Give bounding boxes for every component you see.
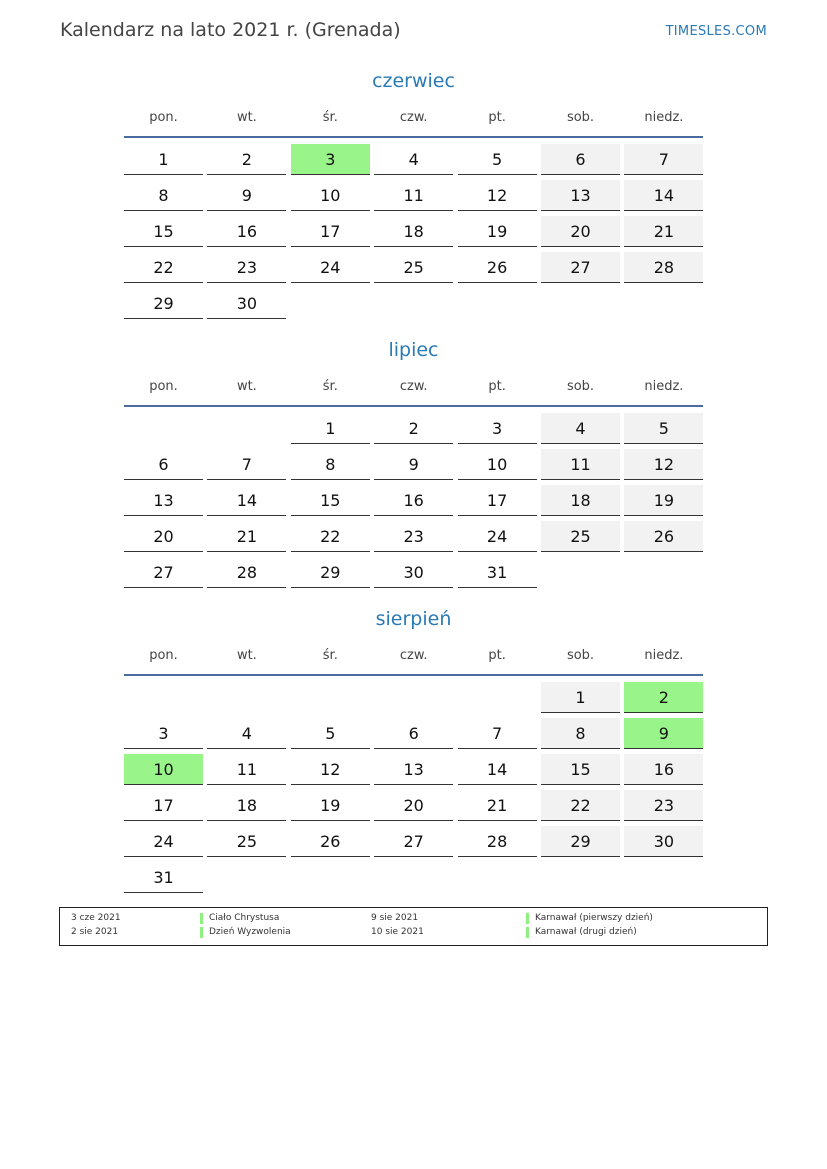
day-cell: 7	[458, 718, 537, 749]
day-cell: 3	[124, 718, 203, 749]
day-cell: 31	[458, 557, 537, 588]
day-cell: 8	[541, 718, 620, 749]
weekday-label: pt.	[488, 648, 506, 663]
header-rule	[124, 674, 703, 676]
legend-holiday-name: Dzień Wyzwolenia	[200, 927, 291, 938]
day-cell: 14	[207, 485, 286, 516]
day-cell: 16	[624, 754, 703, 785]
day-cell: 5	[624, 413, 703, 444]
day-cell: 20	[541, 216, 620, 247]
day-cell: 12	[458, 180, 537, 211]
day-cell: 24	[291, 252, 370, 283]
day-cell: 25	[207, 826, 286, 857]
day-cell: 5	[458, 144, 537, 175]
day-cell: 2	[207, 144, 286, 175]
weekday-label: sob.	[566, 379, 595, 394]
day-cell: 26	[624, 521, 703, 552]
day-cell: 27	[124, 557, 203, 588]
day-cell: 29	[124, 288, 203, 319]
day-cell: 13	[541, 180, 620, 211]
day-cell: 30	[624, 826, 703, 857]
weekday-label: czw.	[399, 648, 428, 663]
weekday-label: pon.	[149, 648, 178, 663]
day-cell: 14	[624, 180, 703, 211]
weekday-label: wt.	[236, 110, 257, 125]
day-cell: 15	[291, 485, 370, 516]
day-cell: 12	[291, 754, 370, 785]
holiday-day-cell: 3	[291, 144, 370, 175]
day-cell: 3	[458, 413, 537, 444]
day-cell: 27	[374, 826, 453, 857]
day-cell: 12	[624, 449, 703, 480]
day-cell: 22	[124, 252, 203, 283]
day-cell: 23	[374, 521, 453, 552]
day-cell: 22	[291, 521, 370, 552]
day-cell: 1	[124, 144, 203, 175]
day-cell: 30	[374, 557, 453, 588]
day-cell: 22	[541, 790, 620, 821]
day-cell: 20	[124, 521, 203, 552]
day-cell: 25	[541, 521, 620, 552]
holiday-day-cell: 9	[624, 718, 703, 749]
month-title: czerwiec	[372, 70, 455, 92]
day-cell: 24	[458, 521, 537, 552]
holiday-day-cell: 10	[124, 754, 203, 785]
month-title: sierpień	[375, 608, 452, 630]
day-cell: 7	[207, 449, 286, 480]
legend-holiday-name: Ciało Chrystusa	[200, 913, 279, 924]
weekday-label: czw.	[399, 379, 428, 394]
holiday-legend	[59, 907, 768, 946]
day-cell: 14	[458, 754, 537, 785]
day-cell: 9	[207, 180, 286, 211]
weekday-label: niedz.	[644, 648, 684, 663]
day-cell: 17	[124, 790, 203, 821]
legend-holiday-name: Karnawał (pierwszy dzień)	[526, 913, 653, 924]
weekday-label: pon.	[149, 110, 178, 125]
day-cell: 11	[541, 449, 620, 480]
day-cell: 13	[374, 754, 453, 785]
day-cell: 18	[374, 216, 453, 247]
day-cell: 10	[291, 180, 370, 211]
month-title: lipiec	[388, 339, 439, 361]
weekday-label: niedz.	[644, 110, 684, 125]
day-cell: 17	[458, 485, 537, 516]
day-cell: 16	[374, 485, 453, 516]
day-cell: 19	[291, 790, 370, 821]
page-title: Kalendarz na lato 2021 r. (Grenada)	[60, 19, 401, 41]
day-cell: 21	[624, 216, 703, 247]
legend-date: 3 cze 2021	[71, 913, 121, 923]
day-cell: 10	[458, 449, 537, 480]
day-cell: 11	[207, 754, 286, 785]
day-cell: 4	[541, 413, 620, 444]
day-cell: 15	[124, 216, 203, 247]
legend-date: 9 sie 2021	[371, 913, 419, 923]
day-cell: 28	[624, 252, 703, 283]
day-cell: 15	[541, 754, 620, 785]
day-cell: 11	[374, 180, 453, 211]
day-cell: 20	[374, 790, 453, 821]
day-cell: 28	[458, 826, 537, 857]
site-link[interactable]: TIMESLES.COM	[665, 24, 767, 39]
day-cell: 17	[291, 216, 370, 247]
legend-date: 2 sie 2021	[71, 927, 119, 937]
day-cell: 8	[291, 449, 370, 480]
day-cell: 23	[207, 252, 286, 283]
day-cell: 2	[374, 413, 453, 444]
weekday-label: niedz.	[644, 379, 684, 394]
day-cell: 24	[124, 826, 203, 857]
weekday-label: wt.	[236, 379, 257, 394]
day-cell: 29	[541, 826, 620, 857]
weekday-label: pt.	[488, 379, 506, 394]
day-cell: 7	[624, 144, 703, 175]
weekday-label: śr.	[322, 648, 338, 663]
day-cell: 26	[291, 826, 370, 857]
day-cell: 5	[291, 718, 370, 749]
day-cell: 18	[541, 485, 620, 516]
weekday-label: śr.	[322, 110, 338, 125]
day-cell: 8	[124, 180, 203, 211]
day-cell: 6	[374, 718, 453, 749]
day-cell: 21	[458, 790, 537, 821]
day-cell: 18	[207, 790, 286, 821]
weekday-label: śr.	[322, 379, 338, 394]
legend-date: 10 sie 2021	[371, 927, 424, 937]
header-rule	[124, 136, 703, 138]
day-cell: 6	[541, 144, 620, 175]
day-cell: 27	[541, 252, 620, 283]
day-cell: 13	[124, 485, 203, 516]
weekday-label: sob.	[566, 110, 595, 125]
day-cell: 1	[541, 682, 620, 713]
day-cell: 16	[207, 216, 286, 247]
weekday-label: pon.	[149, 379, 178, 394]
header-rule	[124, 405, 703, 407]
weekday-label: sob.	[566, 648, 595, 663]
day-cell: 31	[124, 862, 203, 893]
day-cell: 29	[291, 557, 370, 588]
day-cell: 9	[374, 449, 453, 480]
day-cell: 25	[374, 252, 453, 283]
day-cell: 19	[624, 485, 703, 516]
day-cell: 23	[624, 790, 703, 821]
weekday-label: wt.	[236, 648, 257, 663]
holiday-day-cell: 2	[624, 682, 703, 713]
legend-holiday-name: Karnawał (drugi dzień)	[526, 927, 637, 938]
day-cell: 26	[458, 252, 537, 283]
day-cell: 6	[124, 449, 203, 480]
day-cell: 4	[374, 144, 453, 175]
weekday-label: pt.	[488, 110, 506, 125]
day-cell: 21	[207, 521, 286, 552]
day-cell: 28	[207, 557, 286, 588]
weekday-label: czw.	[399, 110, 428, 125]
day-cell: 4	[207, 718, 286, 749]
day-cell: 19	[458, 216, 537, 247]
day-cell: 30	[207, 288, 286, 319]
day-cell: 1	[291, 413, 370, 444]
